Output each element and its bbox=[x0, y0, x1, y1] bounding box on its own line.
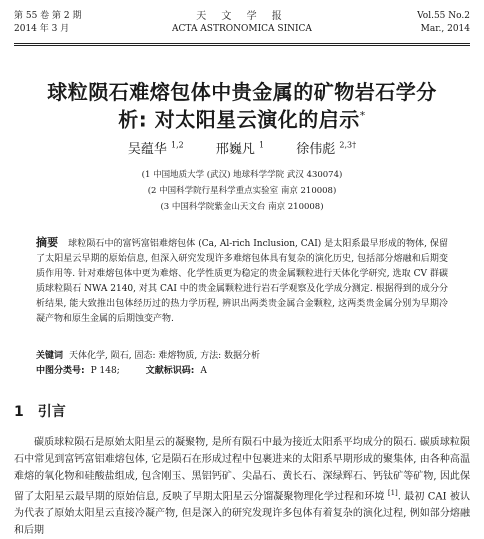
title-line-2: 析: 对太阳星云演化的启示 bbox=[118, 107, 360, 132]
clc-label: 中图分类号: bbox=[36, 366, 85, 376]
keywords-label: 关键词 bbox=[36, 351, 64, 361]
abstract-text: 球粒陨石中的富钙富铝难熔包体 (Ca, Al-rich Inclusion, CAI) 是太阳系最早形成的物体, 保留了太阳星云早期的原始信息, 但深入研究发现许多难熔包体具有复杂的演化历史, 包括部分熔融和后期变质作用等. 针对难熔包体中更为难熔、化学性质更为稳定的贵金属颗粒进行天体化学研究, 选取 CV 群碳质球粒陨石 NWA 2140, 对其 CAI 中的贵金属颗粒进行岩石学观察及化学成分测定. 根据得到的成分分析结果, 能大致推出包体经历过的热力学历程, 辨识出两类贵金属合金颗粒, 这两类贵金属分别为早期冷凝产物和原生金属的后期蚀变产物. bbox=[36, 239, 448, 324]
header-rule bbox=[14, 43, 470, 44]
header-right bbox=[417, 10, 470, 36]
abstract bbox=[36, 235, 448, 327]
intro-paragraph: 碳质球粒陨石是原始太阳星云的凝聚物, 是所有陨石中最为接近太阳系平均成分的陨石. 碳质球粒陨石中常见到富钙富铝难熔包体, 它是陨石在形成过程中包裹进来的太阳系早期形成的聚集体, 由各种高温难熔的氧化物和硅酸盐组成, 包含刚玉、黑铝钙矿、尖晶石、黄长石、深绿辉石、钙钛矿等矿物, 因此保留了太阳星云最早期的原始信息, 反映了早期太阳星云分馏凝聚物理化学过程和环境 [1]. 最初 CAI 被认为代表了原始太阳星云直接冷凝产物, 但是深入的研究发现许多包体有着复杂的演化过程, 例如部分熔融和后期 bbox=[14, 437, 470, 537]
volume-en: Vol.55 No.2 bbox=[417, 11, 470, 21]
section-title: 引言 bbox=[37, 404, 66, 420]
paper-title bbox=[10, 80, 474, 132]
doc-code-value: A bbox=[200, 366, 207, 376]
running-header bbox=[14, 10, 470, 42]
author: 吴蕴华 $^{1,2}$ bbox=[127, 140, 184, 157]
author: 邢巍凡 $^1$ bbox=[215, 140, 265, 157]
keywords-text: 天体化学, 陨石, 固态: 难熔物质, 方法: 数据分析 bbox=[69, 351, 260, 361]
date-en: Mar., 2014 bbox=[420, 24, 470, 34]
doc-code-label: 文献标识码: bbox=[145, 366, 195, 376]
journal-title-cn: 天 文 学 报 bbox=[196, 11, 288, 22]
intro-body bbox=[14, 434, 470, 539]
keywords-block bbox=[36, 349, 448, 379]
abstract-label: 摘要 bbox=[36, 236, 59, 249]
affiliations bbox=[0, 167, 484, 215]
date-cn: 2014 年 3 月 bbox=[14, 24, 70, 34]
author: 徐伟彪 $^{2,3\dagger}$ bbox=[296, 140, 357, 157]
section-heading bbox=[14, 401, 66, 421]
journal-title-en: ACTA ASTRONOMICA SINICA bbox=[172, 24, 312, 34]
affiliation: (3 中国科学院紫金山天文台 南京 210008) bbox=[160, 202, 324, 212]
header-rule-thin bbox=[14, 45, 470, 46]
title-line-1: 球粒陨石难熔包体中贵金属的矿物岩石学分 bbox=[47, 80, 437, 104]
clc-value: P 148; bbox=[90, 366, 120, 376]
affiliation: (1 中国地质大学 (武汉) 地球科学学院 武汉 430074) bbox=[141, 170, 343, 180]
citation-ref[interactable]: [1] bbox=[387, 489, 398, 497]
section-number: 1 bbox=[14, 404, 24, 420]
affiliation: (2 中国科学院行星科学重点实验室 南京 210008) bbox=[147, 186, 337, 196]
title-footnote-mark: * bbox=[359, 109, 366, 122]
header-center bbox=[14, 10, 470, 36]
volume-cn: 第 55 卷 第 2 期 bbox=[14, 11, 82, 21]
author-list bbox=[0, 138, 484, 157]
